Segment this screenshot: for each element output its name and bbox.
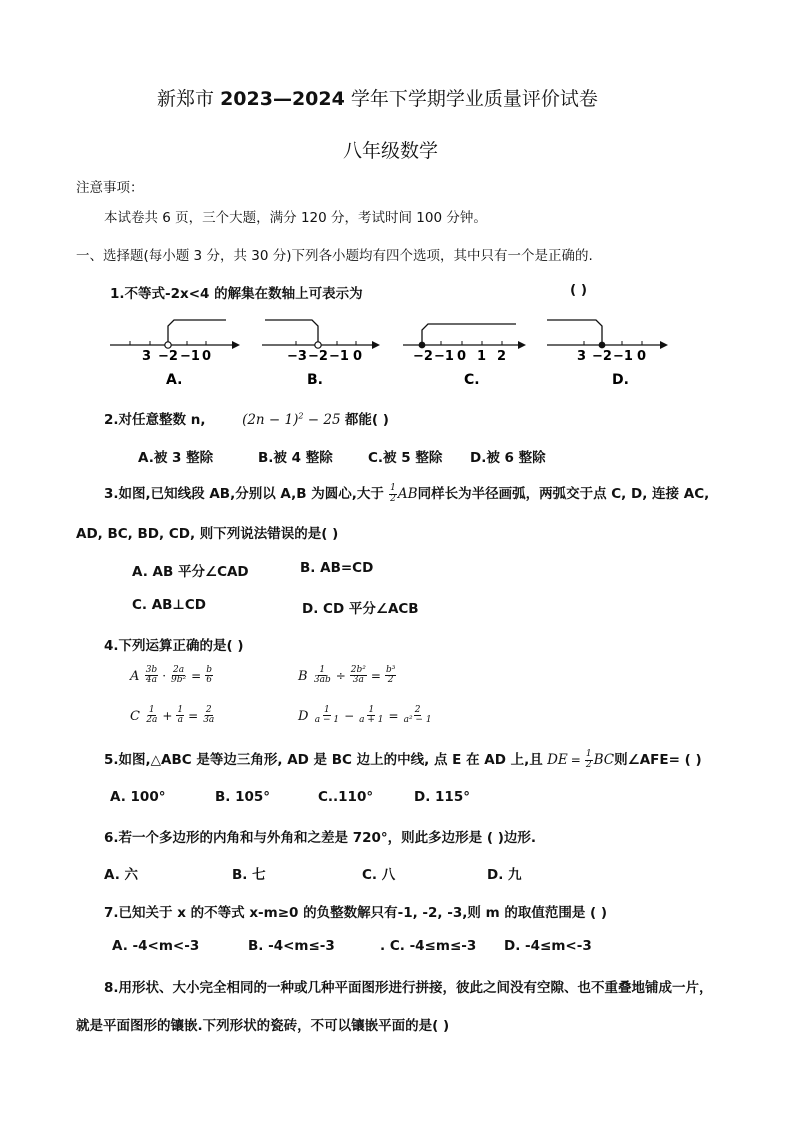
- question-3-text-a: 3.如图,已知线段 AB,分别以 A,B 为圆心,大于: [104, 486, 384, 502]
- tick-label: 3: [142, 349, 152, 364]
- frac-num: b³: [385, 665, 396, 675]
- title-years: 2023—2024: [220, 88, 345, 110]
- frac-num: 1: [177, 705, 184, 715]
- question-4-option-c: C $\frac{1}{2a}$ + $\frac{1}{a}$ = $\frac{2}{3a}$: [130, 705, 215, 726]
- question-4-option-b: B $\frac{1}{3ab}$ ÷ $\frac{\text{2b²}}{3a}$ = $\frac{\text{b³}}{2}$: [298, 665, 396, 686]
- question-5-frac-rest: BC: [593, 752, 615, 768]
- notes-heading: 注意事项：: [76, 180, 144, 196]
- option-label: B.: [307, 372, 323, 388]
- frac-den: a² − 1: [403, 715, 432, 726]
- question-5-option-d: D. 115°: [414, 789, 470, 805]
- fraction: [176, 706, 184, 726]
- option-label: A.: [166, 372, 183, 388]
- question-5-text-b: 则∠AFE= ( ): [614, 752, 702, 768]
- tick-label: −2: [158, 349, 178, 364]
- question-2-option-b: B.被 4 整除: [258, 450, 333, 466]
- option-letter: A: [130, 668, 140, 684]
- frac-den: 2: [387, 675, 394, 686]
- number-line-b: [262, 320, 380, 388]
- question-3-frac-rest: AB: [397, 486, 418, 502]
- question-5-text: 5.如图,△ABC 是等边三角形, AD 是 BC 边上的中线, 点 E 在 AD 上,且 DE = $\frac{1}{2}$ BC则∠AFE= ( ): [104, 749, 702, 770]
- frac-num: b: [206, 665, 212, 675]
- tick-label: −2: [413, 349, 433, 364]
- tick-label: −1: [434, 349, 454, 364]
- tick-label: 0: [202, 349, 212, 364]
- question-2-option-a: A.被 3 整除: [138, 450, 214, 466]
- fraction: [403, 706, 433, 726]
- question-3-option-c: C. AB⊥CD: [132, 597, 206, 613]
- frac-den: a: [177, 715, 183, 726]
- question-2-expr-rest: − 25: [303, 412, 341, 428]
- fraction: [350, 666, 367, 686]
- tick-label: 0: [353, 349, 363, 364]
- title-suffix: 学年下学期学业质量评价试卷: [350, 88, 598, 110]
- number-line-d: [547, 320, 668, 388]
- option-letter: B: [298, 668, 308, 684]
- fraction: [314, 706, 340, 726]
- question-6-text: 6.若一个多边形的内角和与外角和之差是 720°，则此多边形是 ( )边形.: [104, 830, 537, 846]
- notes-body: 本试卷共 6 页，三个大题，满分 120 分，考试时间 100 分钟。: [104, 210, 487, 226]
- tick-label: 2: [497, 349, 507, 364]
- fraction: [313, 666, 332, 686]
- frac-num: 2b²: [350, 665, 366, 675]
- number-line-a: [110, 320, 240, 388]
- question-2-option-c: C.被 5 整除: [368, 450, 443, 466]
- frac-den: 2: [585, 759, 592, 770]
- frac-den: 3a: [203, 715, 215, 726]
- frac-num: 1: [390, 483, 396, 494]
- question-2: [104, 408, 389, 428]
- question-7-option-b: B. -4<m≤-3: [248, 938, 335, 954]
- tick-label: 0: [457, 349, 467, 364]
- question-3-option-d: D. CD 平分∠ACB: [302, 601, 419, 617]
- fraction: [385, 666, 396, 686]
- tick-label: 0: [637, 349, 647, 364]
- frac-num: 2: [205, 705, 212, 715]
- page-title: [157, 84, 598, 111]
- frac-num: 2a: [173, 665, 185, 675]
- tick-label: −3: [287, 349, 307, 364]
- question-2-prefix: 2.对任意整数 n,: [104, 412, 206, 428]
- frac-den: 3a: [352, 675, 364, 686]
- question-2-option-d: D.被 6 整除: [470, 450, 546, 466]
- question-6-option-d: D. 九: [487, 867, 522, 883]
- frac-den: 2a: [146, 715, 158, 726]
- question-3-option-a: A. AB 平分∠CAD: [132, 564, 249, 580]
- fraction: [358, 706, 384, 726]
- fraction: [389, 484, 397, 504]
- question-3-text-b: 同样长为半径画弧，两弧交于点 C, D, 连接 AC,: [417, 486, 710, 502]
- question-4-option-a: A $\frac{3b}{4a}$ · $\frac{2a}{\text{9b²}}$ = $\frac{b}{6}$: [130, 665, 212, 686]
- option-letter: C: [130, 708, 140, 724]
- frac-num: 1: [368, 705, 375, 715]
- tick-label: 1: [477, 349, 487, 364]
- fraction: [585, 750, 593, 770]
- question-6-option-a: A. 六: [104, 867, 139, 883]
- fraction: [145, 706, 158, 726]
- frac-num: 1: [324, 705, 330, 715]
- frac-num: 2: [414, 705, 421, 715]
- question-3-option-b: B. AB=CD: [300, 560, 374, 576]
- frac-num: 1: [148, 705, 155, 715]
- frac-num: 1: [319, 665, 326, 675]
- question-5-option-b: B. 105°: [215, 789, 271, 805]
- question-5-option-a: A. 100°: [110, 789, 166, 805]
- question-3-line-2: AD, BC, BD, CD, 则下列说法错误的是( ): [76, 526, 339, 542]
- page-subtitle: 八年级数学: [343, 140, 439, 162]
- tick-label: −1: [180, 349, 200, 364]
- number-line-c: [403, 324, 526, 388]
- number-line-figures: [100, 312, 680, 392]
- question-6-option-b: B. 七: [232, 867, 266, 883]
- fraction: [145, 666, 159, 686]
- question-8-line-1: 8.用形状、大小完全相同的一种或几种平面图形进行拼接，彼此之间没有空隙、也不重叠地铺成一片，: [104, 980, 713, 996]
- frac-num: 1: [585, 749, 592, 760]
- question-3-line-1: [104, 482, 709, 504]
- question-1-text: 1.不等式-2x<4 的解集在数轴上可表示为: [110, 286, 363, 302]
- tick-label: 3: [577, 349, 587, 364]
- tick-label: −2: [308, 349, 328, 364]
- title-prefix: 新郑市: [157, 88, 215, 110]
- frac-den: a − 1: [314, 715, 340, 726]
- tick-label: −2: [592, 349, 612, 364]
- fraction: [205, 666, 213, 686]
- frac-den: 2: [390, 493, 396, 504]
- question-5-option-c: C..110°: [318, 789, 374, 805]
- question-7-option-d: D. -4≤m<-3: [504, 938, 592, 954]
- frac-den: 6: [206, 675, 212, 686]
- option-label: D.: [612, 372, 629, 388]
- frac-den: 4a: [145, 675, 157, 686]
- option-letter: D: [298, 708, 309, 724]
- question-6-option-c: C. 八: [362, 867, 396, 883]
- question-7-option-a: A. -4<m<-3: [112, 938, 200, 954]
- tick-label: −1: [613, 349, 633, 364]
- question-7-text: 7.已知关于 x 的不等式 x-m≥0 的负整数解只有-1, -2, -3,则 m 的取值范围是 ( ): [104, 905, 608, 921]
- frac-den: 9b²: [171, 675, 187, 686]
- question-4-text: 4.下列运算正确的是( ): [104, 638, 244, 654]
- question-2-expr-exp: 2: [298, 411, 304, 421]
- tick-label: −1: [329, 349, 349, 364]
- question-5-expr-lhs: DE: [547, 752, 568, 768]
- question-5-text-a: 5.如图,△ABC 是等边三角形, AD 是 BC 边上的中线, 点 E 在 AD 上,且: [104, 752, 543, 768]
- question-2-suffix: 都能( ): [344, 412, 389, 428]
- fraction: [202, 706, 215, 726]
- question-2-expr-base: (2n − 1): [242, 412, 299, 428]
- frac-den: a + 1: [359, 715, 384, 726]
- question-4-option-d: D $\frac{1}{a - 1}$ − $\frac{1}{a + 1}$ = $\frac{2}{\text{a² − 1}}$: [298, 705, 432, 726]
- option-label: C.: [464, 372, 480, 388]
- fraction: [170, 666, 187, 686]
- frac-den: 3ab: [313, 675, 331, 686]
- section-heading: 一、选择题(每小题 3 分，共 30 分)下列各小题均有四个选项，其中只有一个是正确的.: [76, 248, 593, 264]
- question-1-answer-paren: ( ): [570, 282, 588, 298]
- question-8-line-2: 就是平面图形的镶嵌.下列形状的瓷砖，不可以镶嵌平面的是( ): [76, 1018, 450, 1034]
- question-7-option-c: . C. -4≤m≤-3: [380, 938, 477, 954]
- frac-num: 3b: [145, 665, 158, 675]
